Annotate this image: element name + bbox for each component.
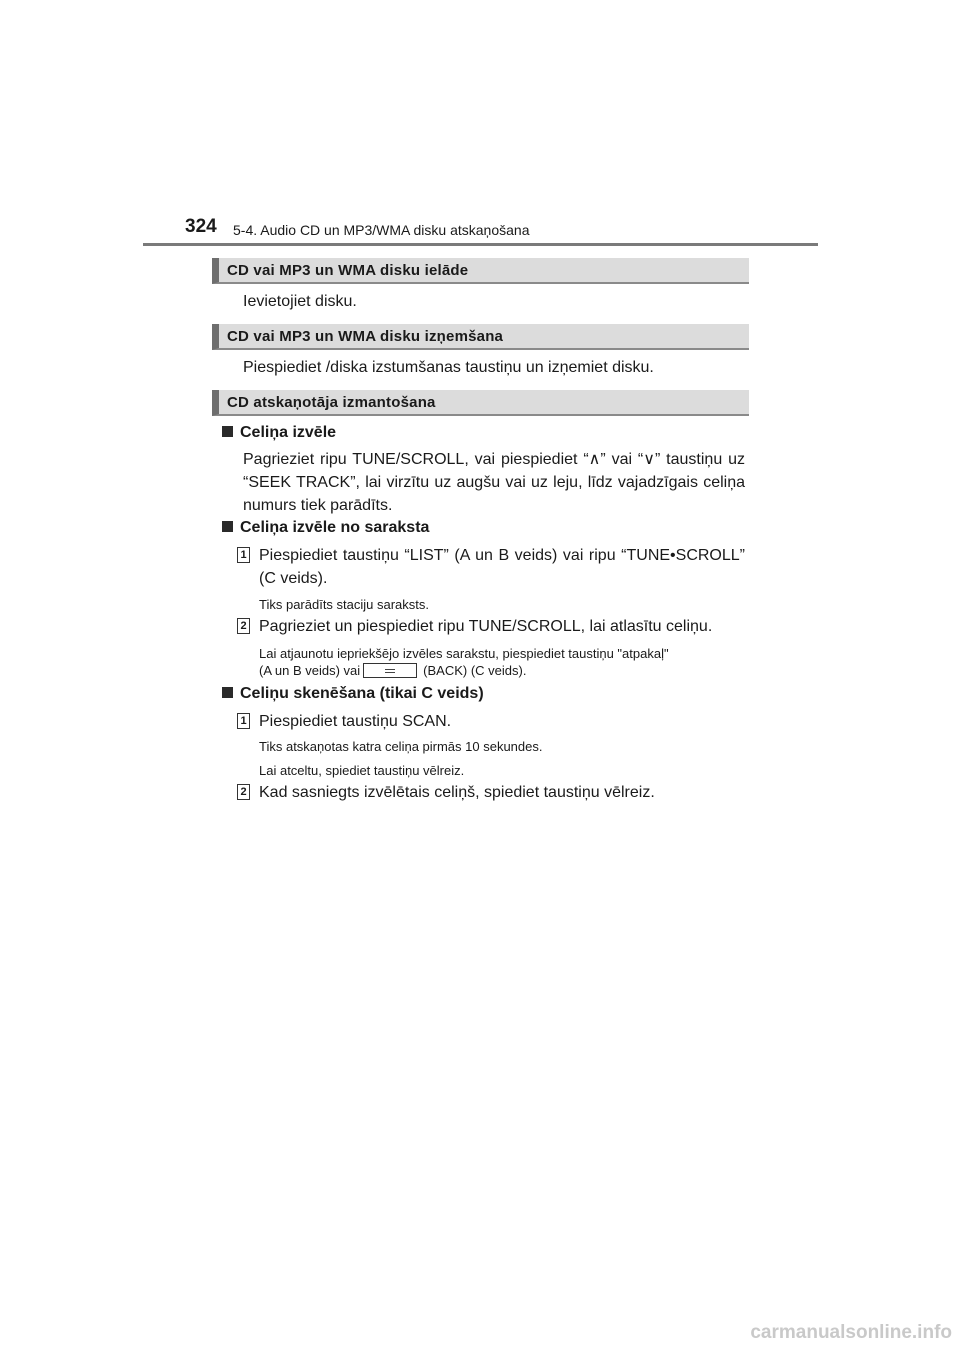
step-number-badge: 2: [237, 618, 250, 634]
square-bullet-icon: [222, 687, 233, 698]
step-number-badge: 1: [237, 713, 250, 729]
list-step2-note-line2: (A un B veids) vai (BACK) (C veids).: [259, 663, 527, 678]
chapter-title: 5-4. Audio CD un MP3/WMA disku atskaņošana: [233, 222, 530, 238]
list-step1-note: Tiks parādīts staciju saraksts.: [259, 597, 430, 612]
scan-step1-note2: Lai atceltu, spiediet taustiņu vēlreiz.: [259, 763, 465, 778]
section-text-loading: Ievietojiet disku.: [243, 293, 357, 310]
step-number-badge: 2: [237, 784, 250, 800]
watermark: carmanualsonline.info: [750, 1322, 952, 1343]
subheading-track-scan: Celiņu skenēšana (tikai C veids): [222, 685, 484, 703]
section-title: CD vai MP3 un WMA disku ielāde: [227, 262, 469, 279]
section-text-ejecting: Piespiediet /diska izstumšanas taustiņu un izņemiet disku.: [243, 359, 654, 376]
page-number: 324: [185, 216, 217, 237]
section-title: CD atskaņotāja izmantošana: [227, 394, 436, 411]
square-bullet-icon: [222, 521, 233, 532]
back-button-icon: [363, 663, 417, 678]
header-rule: [143, 243, 818, 246]
section-title: CD vai MP3 un WMA disku izņemšana: [227, 328, 504, 345]
subheading-track-select: Celiņa izvēle: [222, 424, 336, 442]
section-heading-ejecting: [212, 324, 749, 350]
square-bullet-icon: [222, 426, 233, 437]
list-step1-text: Piespiediet taustiņu “LIST” (A un B veids) vai ripu “TUNE•SCROLL” (C veids).: [259, 547, 745, 587]
list-step2-note-line1: Lai atjaunotu iepriekšējo izvēles sarakstu, piespiediet taustiņu "atpakaļ": [259, 646, 669, 661]
subheading-list-select: Celiņa izvēle no saraksta: [222, 519, 429, 537]
list-step2-text: Pagrieziet un piespiediet ripu TUNE/SCROLL, lai atlasītu celiņu.: [259, 618, 713, 635]
step-number-badge: 1: [237, 547, 250, 563]
scan-step2-text: Kad sasniegts izvēlētais celiņš, spiediet taustiņu vēlreiz.: [259, 784, 655, 801]
scan-step1-text: Piespiediet taustiņu SCAN.: [259, 713, 452, 730]
section-heading-loading: [212, 258, 749, 284]
list-step2-note: [259, 645, 749, 679]
track-select-text: Pagrieziet ripu TUNE/SCROLL, vai piespiediet “∧” vai “∨” taustiņu uz “SEEK TRACK”, lai virzītu uz augšu vai uz leju, līdz vajadzīgais celiņa numurs tiek parādīts.: [243, 451, 745, 514]
scan-step1-note1: Tiks atskaņotas katra celiņa pirmās 10 sekundes.: [259, 739, 543, 754]
section-heading-player-usage: [212, 390, 749, 416]
